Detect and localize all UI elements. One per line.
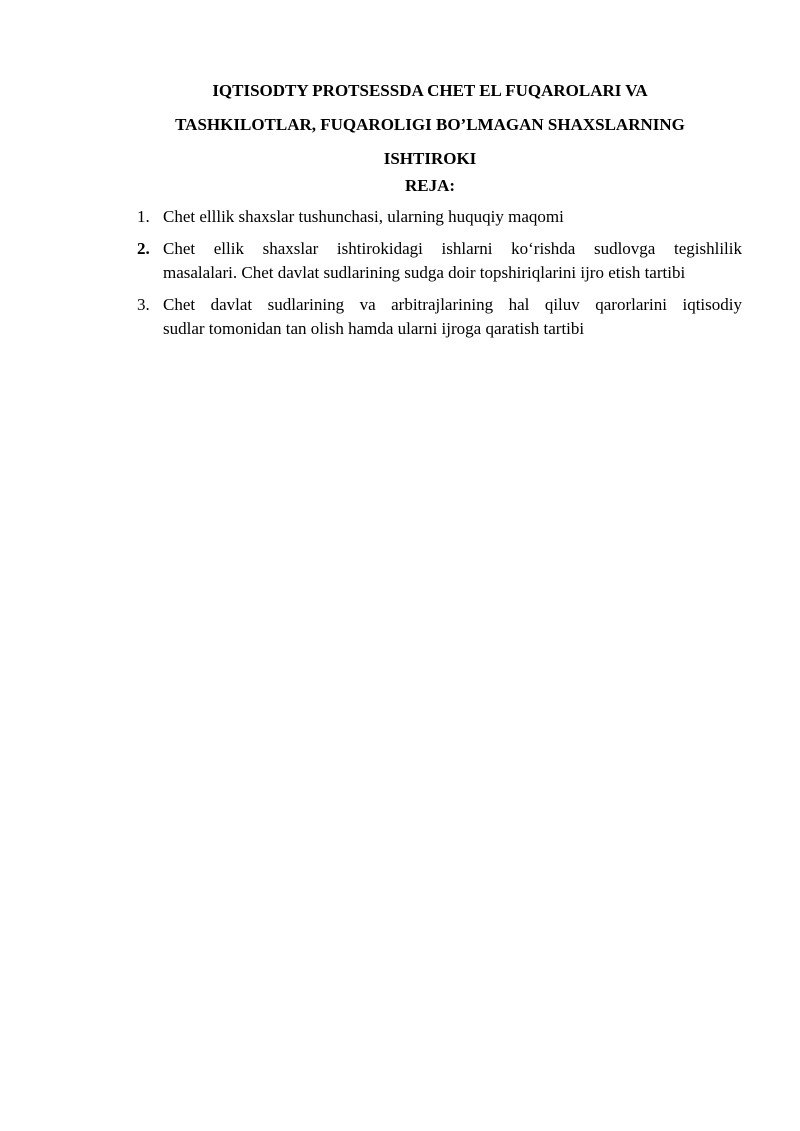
- plan-item-line: masalalari. Chet davlat sudlarining sudga doir topshiriqlarini ijro etish tartibi: [163, 263, 686, 282]
- plan-heading: REJA:: [404, 176, 456, 195]
- plan-list: [137, 205, 742, 349]
- plan-item-text: [163, 237, 742, 285]
- title-line: ISHTIROKI: [383, 149, 477, 168]
- plan-item: [137, 237, 742, 285]
- plan-item-number: 3.: [137, 295, 150, 314]
- plan-item-line: Chet ellik shaxslar ishtirokidagi ishlarni ko‘rishda sudlovga tegishlilik: [163, 239, 742, 258]
- plan-item-line: sudlar tomonidan tan olish hamda ularni ijroga qaratish tartibi: [163, 319, 585, 338]
- plan-item-text: [163, 205, 742, 229]
- title-line: IQTISODTY PROTSESSDA CHET EL FUQAROLARI VA: [212, 81, 648, 100]
- plan-item-text: [163, 293, 742, 341]
- plan-item-number: 1.: [137, 207, 150, 226]
- document-title: [110, 74, 750, 176]
- plan-item-number: 2.: [137, 239, 150, 258]
- title-line: TASHKILOTLAR, FUQAROLIGI BO’LMAGAN SHAXSLARNING: [175, 115, 685, 134]
- plan-item: [137, 293, 742, 341]
- plan-item-line: Chet elllik shaxslar tushunchasi, ularning huquqiy maqomi: [163, 207, 564, 226]
- plan-item-line: Chet davlat sudlarining va arbitrajlarining hal qiluv qarorlarini iqtisodiy: [163, 295, 742, 314]
- plan-item: [137, 205, 742, 229]
